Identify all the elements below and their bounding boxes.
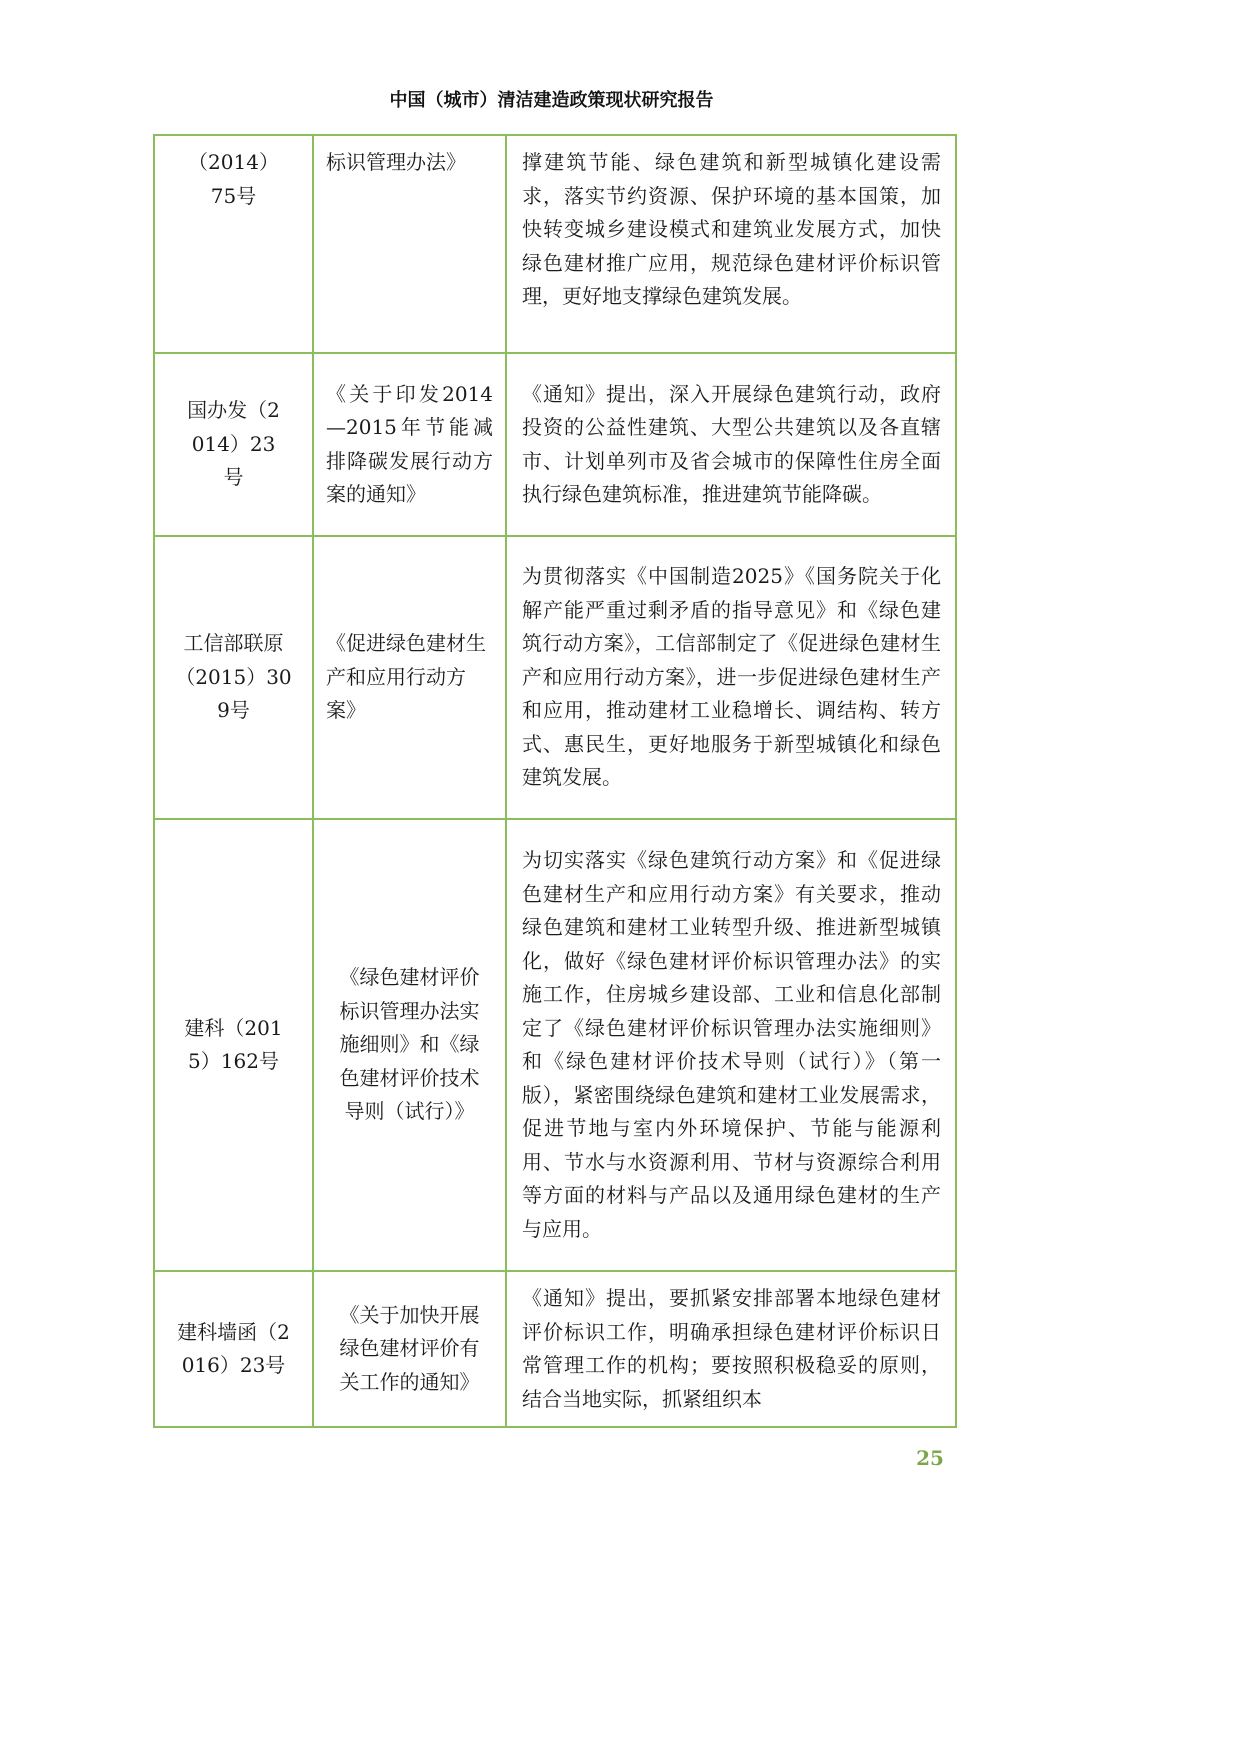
doc-content-cell: 为切实落实《绿色建筑行动方案》和《促进绿色建材生产和应用行动方案》有关要求，推动绿色建筑和建材工业转型升级、推进新型城镇化，做好《绿色建材评价标识管理办法》的实施工作，住房城乡建设部、工业和信息化部制定了《绿色建材评价标识管理办法实施细则》和《绿色建材评价技术导则（试行）》（第一版），紧密围绕绿色建筑和建材工业发展需求，促进节地与室内外环境保护、节能与能源利用、节水与水资源利用、节材与资源综合利用等方面的材料与产品以及通用绿色建材的生产与应用。 (506, 819, 956, 1271)
table-row (154, 819, 956, 1271)
doc-number-cell: （2014）75号 (154, 135, 313, 353)
table-row (154, 353, 956, 536)
doc-number-cell: 建科（2015）162号 (154, 819, 313, 1271)
table-row (154, 1271, 956, 1427)
doc-title-cell: 《关于加快开展绿色建材评价有关工作的通知》 (313, 1271, 506, 1427)
page-number: 25 (916, 1446, 944, 1470)
table-row (154, 536, 956, 819)
table-row (154, 135, 956, 353)
doc-title-cell: 标识管理办法》 (313, 135, 506, 353)
policy-table (153, 134, 957, 1428)
doc-title-cell: 《促进绿色建材生产和应用行动方案》 (313, 536, 506, 819)
doc-number-cell: 工信部联原（2015）309号 (154, 536, 313, 819)
page-header-title: 中国（城市）清洁建造政策现状研究报告 (389, 90, 714, 111)
doc-number-cell: 国办发（2014）23号 (154, 353, 313, 536)
doc-title-cell: 《关于印发2014—2015年节能减排降碳发展行动方案的通知》 (313, 353, 506, 536)
doc-content-cell: 《通知》提出，要抓紧安排部署本地绿色建材评价标识工作，明确承担绿色建材评价标识日常管理工作的机构；要按照积极稳妥的原则，结合当地实际，抓紧组织本 (506, 1271, 956, 1427)
doc-content-cell: 撑建筑节能、绿色建筑和新型城镇化建设需求，落实节约资源、保护环境的基本国策，加快转变城乡建设模式和建筑业发展方式，加快绿色建材推广应用，规范绿色建材评价标识管理，更好地支撑绿色建筑发展。 (506, 135, 956, 353)
doc-content-cell: 为贯彻落实《中国制造2025》《国务院关于化解产能严重过剩矛盾的指导意见》和《绿色建筑行动方案》，工信部制定了《促进绿色建材生产和应用行动方案》，进一步促进绿色建材生产和应用，推动建材工业稳增长、调结构、转方式、惠民生，更好地服务于新型城镇化和绿色建筑发展。 (506, 536, 956, 819)
doc-number-cell: 建科墙函（2016）23号 (154, 1271, 313, 1427)
doc-content-cell: 《通知》提出，深入开展绿色建筑行动，政府投资的公益性建筑、大型公共建筑以及各直辖市、计划单列市及省会城市的保障性住房全面执行绿色建筑标准，推进建筑节能降碳。 (506, 353, 956, 536)
doc-title-cell: 《绿色建材评价标识管理办法实施细则》和《绿色建材评价技术导则（试行）》 (313, 819, 506, 1271)
